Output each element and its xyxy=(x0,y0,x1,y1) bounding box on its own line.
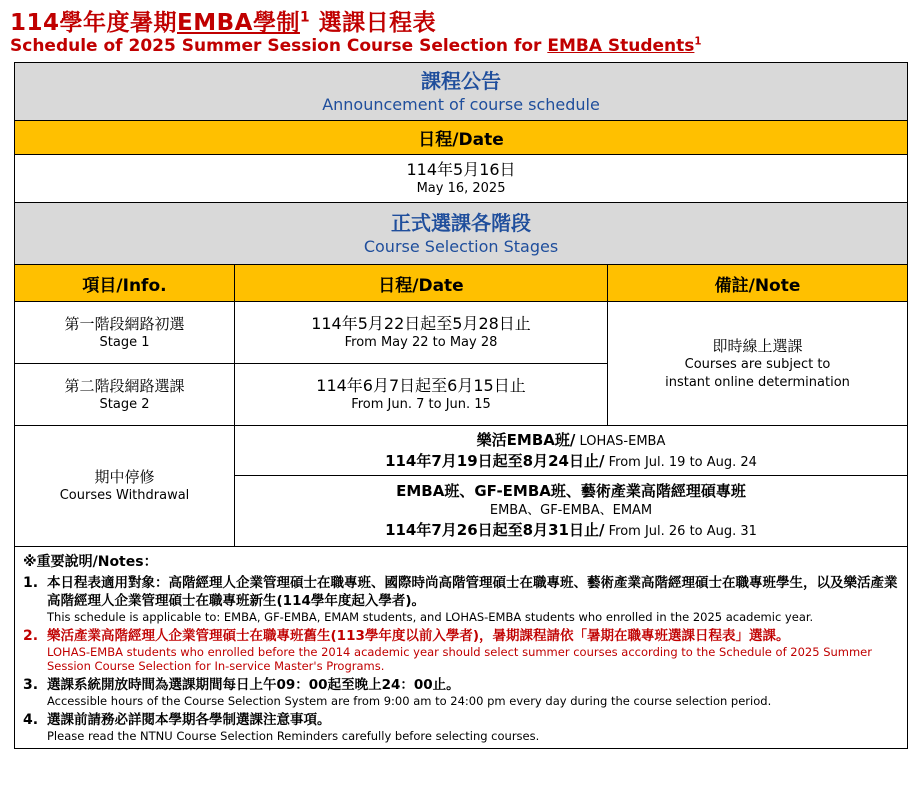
schedule-table xyxy=(14,62,908,749)
notes-row xyxy=(15,547,908,749)
stage1-date: 114年5月22日起至5月28日止 From May 22 to May 28 xyxy=(235,302,608,364)
stages-heading: 正式選課各階段 Course Selection Stages xyxy=(15,203,908,265)
column-header-note: 備註/Note xyxy=(608,265,908,302)
stage2-info: 第二階段網路選課 Stage 2 xyxy=(15,364,235,426)
page-subtitle: Schedule of 2025 Summer Session Course Selection for EMBA Students$^1$ xyxy=(10,36,702,56)
withdrawal-dates xyxy=(235,426,908,547)
announcement-date: 114年5月16日 May 16, 2025 xyxy=(15,155,908,203)
announcement-date-row xyxy=(15,155,908,203)
withdrawal-row xyxy=(15,426,908,547)
withdrawal-label: 期中停修 Courses Withdrawal xyxy=(15,426,235,547)
note-item-4: 4. 選課前請務必詳閱本學期各學制選課注意事項。 Please read the NTNU Course Selection Reminders carefully before selecting courses. xyxy=(23,712,540,743)
notes-section xyxy=(15,547,908,749)
withdrawal-emba: EMBA班、GF-EMBA班、藝術產業高階經理碩專班 EMBA、GF-EMBA、EMAM 114年7月26日起至8月31日止/ From Jul. 26 to Aug. 31 xyxy=(235,475,907,546)
announcement-heading-row xyxy=(15,63,908,121)
stage2-date: 114年6月7日起至6月15日止 From Jun. 7 to Jun. 15 xyxy=(235,364,608,426)
stages-note: 即時線上選課 Courses are subject to instant online determination xyxy=(608,302,908,426)
notes-title: ※重要說明/Notes： xyxy=(23,554,158,570)
announcement-date-header: 日程/Date xyxy=(15,121,908,155)
stage1-row xyxy=(15,302,908,364)
column-header-info: 項目/Info. xyxy=(15,265,235,302)
column-header-date: 日程/Date xyxy=(235,265,608,302)
stages-heading-row xyxy=(15,203,908,265)
stage1-info: 第一階段網路初選 Stage 1 xyxy=(15,302,235,364)
withdrawal-lohas: 樂活EMBA班/ LOHAS-EMBA 114年7月19日起至8月24日止/ From Jul. 19 to Aug. 24 xyxy=(385,430,757,470)
note-item-1: 1. 本日程表適用對象：高階經理人企業管理碩士在職專班、國際時尚高階管理碩士在職專班、藝術產業高階經理碩士在職專班學生，以及樂活產業高階經理人企業管理碩士在職專班新生(114學年度起入學者)。 This schedule is applicable to: EMBA, GF-EMBA, EMAM students, and LOHAS-EMBA students who enrolled in the 2025 academic year. xyxy=(23,575,898,624)
note-item-3: 3. 選課系統開放時間為選課期間每日上午09：00起至晚上24：00止。 Accessible hours of the Course Selection System are from 9:00 am to 24:00 pm every day during the course selection period. xyxy=(23,677,772,708)
page-title: 114學年度暑期EMBA學制$^1$ 選課日程表 xyxy=(10,9,437,36)
announcement-date-header-row xyxy=(15,121,908,155)
announcement-heading: 課程公告 Announcement of course schedule xyxy=(15,63,908,121)
stages-column-header-row xyxy=(15,265,908,302)
note-item-2: 2. 樂活產業高階經理人企業管理碩士在職專班舊生(113學年度以前入學者)，暑期課程請依「暑期在職專班選課日程表」選課。 LOHAS-EMBA students who enrolled before the 2014 academic year should select summer courses according to the Schedule of 2025 Summer Session Course Selection for In-service Master's Programs. xyxy=(23,628,872,673)
